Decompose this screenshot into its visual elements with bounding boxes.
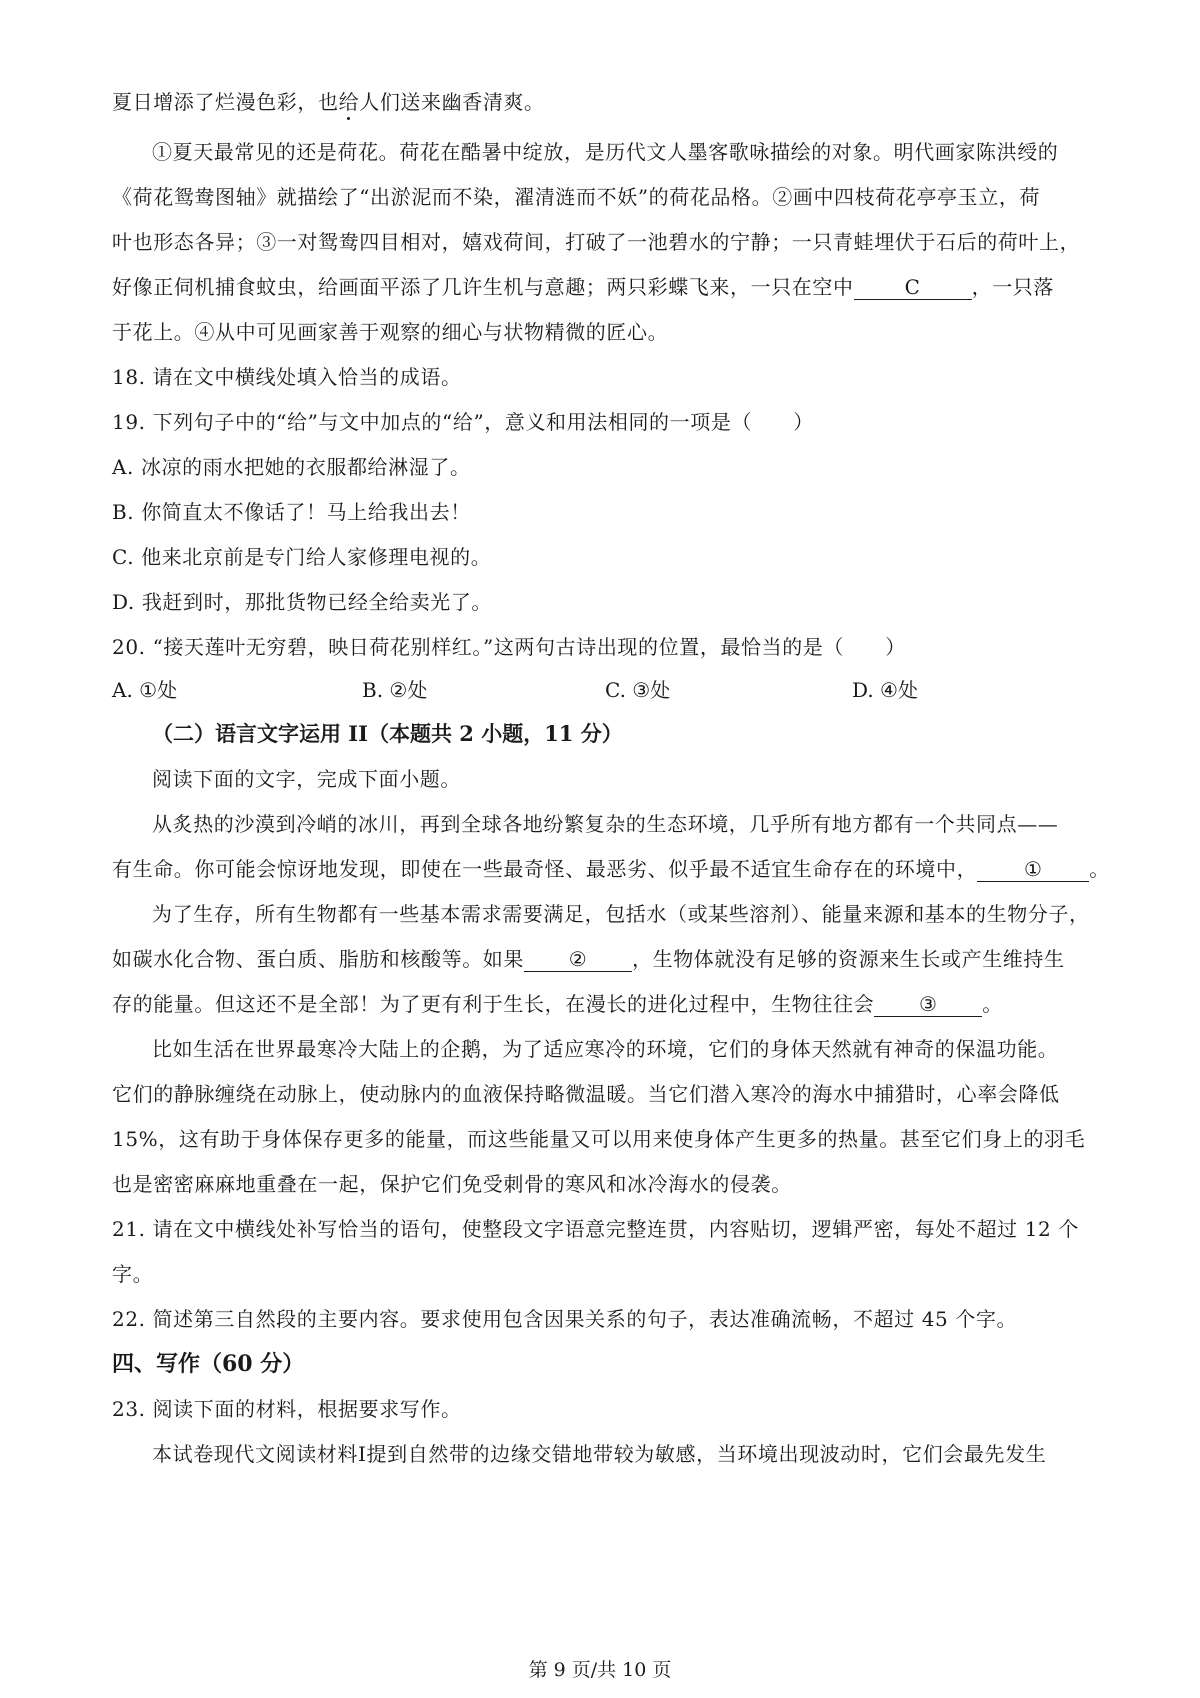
passage-line — [112, 990, 1102, 1018]
question-20-option-b: B. ②处 — [362, 678, 428, 702]
fill-blank[interactable]: C — [854, 275, 972, 300]
dotted-character: 给 — [338, 90, 360, 114]
writing-material: 本试卷现代文阅读材料Ⅰ提到自然带的边缘交错地带较为敏感，当环境出现波动时，它们会最先发生 — [152, 1442, 1047, 1466]
question-23: 23. 阅读下面的材料，根据要求写作。 — [112, 1397, 462, 1421]
question-19-stem: 19. 下列句子中的“给”与文中加点的“给”，意义和用法相同的一项是（ ） — [112, 410, 814, 434]
passage-line: 为了生存，所有生物都有一些基本需求需要满足，包括水（或某些溶剂）、能量来源和基本的生物分子， — [152, 902, 1090, 926]
section-2-intro: 阅读下面的文字，完成下面小题。 — [152, 767, 461, 791]
question-19-option-d: D. 我赶到时，那批货物已经全给卖光了。 — [112, 590, 493, 614]
text-span: 。 — [982, 992, 1003, 1016]
passage-line — [112, 273, 1102, 301]
text-span: 好像正伺机捕食蚊虫，给画面平添了几许生机与意趣；两只彩蝶飞来，一只在空中 — [112, 275, 854, 299]
section-4-title: 四、写作（60 分） — [112, 1351, 305, 1377]
question-19-option-b: B. 你简直太不像话了！马上给我出去！ — [112, 500, 471, 524]
fill-blank-2[interactable]: ② — [524, 947, 632, 972]
fill-blank-1[interactable]: ① — [977, 857, 1089, 882]
passage-line — [112, 88, 1102, 116]
question-21: 21. 请在文中横线处补写恰当的语句，使整段文字语意完整连贯，内容贴切，逻辑严密，每处不超过 12 个 — [112, 1217, 1079, 1241]
question-20-option-a: A. ①处 — [112, 678, 178, 702]
passage-line: 它们的静脉缠绕在动脉上，使动脉内的血液保持略微温暖。当它们潜入寒冷的海水中捕猎时，心率会降低 — [112, 1082, 1060, 1106]
text-span: 夏日增添了烂漫色彩，也 — [112, 90, 339, 114]
question-21-cont: 字。 — [112, 1262, 154, 1286]
passage-line — [112, 855, 1110, 883]
passage-line: 从炙热的沙漠到冷峭的冰川，再到全球各地纷繁复杂的生态环境，几乎所有地方都有一个共同点—— — [152, 812, 1059, 836]
question-18: 18. 请在文中横线处填入恰当的成语。 — [112, 365, 462, 389]
question-22: 22. 简述第三自然段的主要内容。要求使用包含因果关系的句子，表达准确流畅，不超过 45 个字。 — [112, 1307, 1018, 1331]
text-span: 人们送来幽香清爽。 — [359, 90, 545, 114]
passage-line — [112, 945, 1102, 973]
text-span: 。 — [1089, 857, 1110, 881]
question-20-option-d: D. ④处 — [852, 678, 918, 702]
passage-line: 《荷花鸳鸯图轴》就描绘了“出淤泥而不染，濯清涟而不妖”的荷花品格。②画中四枝荷花亭亭玉立，荷 — [112, 185, 1041, 209]
text-span: 存的能量。但这还不是全部！为了更有利于生长，在漫长的进化过程中，生物往往会 — [112, 992, 875, 1016]
passage-line: 于花上。④从中可见画家善于观察的细心与状物精微的匠心。 — [112, 320, 669, 344]
passage-line: ①夏天最常见的还是荷花。荷花在酷暑中绽放，是历代文人墨客歌咏描绘的对象。明代画家陈洪绶的 — [152, 140, 1059, 164]
text-span: ，生物体就没有足够的资源来生长或产生维持生 — [632, 947, 1065, 971]
text-span: 如碳水化合物、蛋白质、脂肪和核酸等。如果 — [112, 947, 524, 971]
text-span: ，一只落 — [971, 275, 1055, 299]
section-2-title: （二）语言文字运用 II（本题共 2 小题，11 分） — [152, 721, 623, 746]
passage-line: 比如生活在世界最寒冷大陆上的企鹅，为了适应寒冷的环境，它们的身体天然就有神奇的保温功能。 — [152, 1037, 1059, 1061]
fill-blank-3[interactable]: ③ — [874, 992, 982, 1017]
passage-line: 也是密密麻麻地重叠在一起，保护它们免受刺骨的寒风和冰冷海水的侵袭。 — [112, 1172, 792, 1196]
question-20-option-c: C. ③处 — [605, 678, 671, 702]
passage-line: 15%，这有助于身体保存更多的能量，而这些能量又可以用来使身体产生更多的热量。甚至它们身上的羽毛 — [112, 1127, 1086, 1151]
text-span: 有生命。你可能会惊讶地发现，即使在一些最奇怪、最恶劣、似乎最不适宜生命存在的环境中， — [112, 857, 978, 881]
question-19-option-a: A. 冰凉的雨水把她的衣服都给淋湿了。 — [112, 455, 471, 479]
question-19-option-c: C. 他来北京前是专门给人家修理电视的。 — [112, 545, 492, 569]
passage-line: 叶也形态各异；③一对鸳鸯四目相对，嬉戏荷间，打破了一池碧水的宁静；一只青蛙埋伏于石后的荷叶上， — [112, 230, 1081, 254]
question-20-stem: 20. “接天莲叶无穷碧，映日荷花别样红。”这两句古诗出现的位置，最恰当的是（ ） — [112, 635, 906, 659]
page-number: 第 9 页/共 10 页 — [528, 1659, 672, 1681]
